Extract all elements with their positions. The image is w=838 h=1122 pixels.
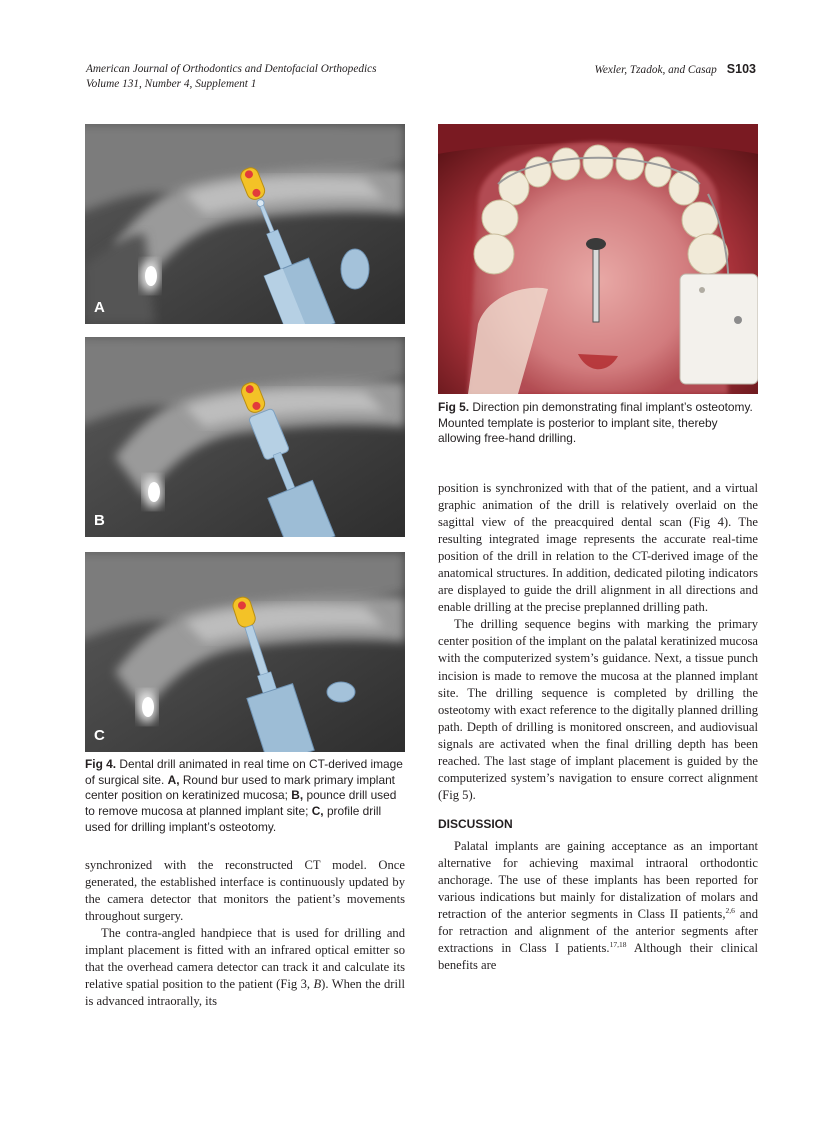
left-paragraph-2: [85, 925, 405, 1010]
figure4-a-text: Round bur used to mark primary implant center position on keratinized mucosa;: [85, 772, 395, 803]
figure5-label: Fig 5.: [438, 400, 470, 414]
panel-label-b: B: [94, 512, 105, 529]
left-column: [85, 857, 405, 1010]
right-p3-text-c: Although their clinical benefits are: [438, 941, 758, 973]
figure4-c-label: C,: [311, 804, 324, 819]
figure5-text: Direction pin demonstrating final implant’s osteotomy. Mounted template is posterior to implant site, thereby allowing free-hand drilling.: [438, 400, 753, 446]
right-p3-text-a: Palatal implants are gaining acceptance as an important alternative for achieving maximal intraoral orthodontic anchorage. The use of these implants has been reported for various indications but mainly for distalization of molars and retraction of the anterior segments in Class II patients,: [438, 838, 758, 922]
figure4-intro: Dental drill animated in real time on CT-derived image of surgical site.: [85, 757, 403, 787]
running-header-right: [595, 62, 756, 78]
left-p2-text-b: ). When the drill is advanced intraorally, its: [85, 977, 405, 1009]
figure4-panel-c: [85, 552, 405, 752]
citation-ref-1: 2,6: [725, 905, 735, 915]
figure4-panel-b: [85, 337, 405, 537]
figure4-c-text: profile drill used for drilling implant’s osteotomy.: [85, 804, 382, 834]
section-title-discussion: DISCUSSION: [438, 816, 513, 831]
left-p2-figref: B: [313, 977, 322, 992]
figure4-caption: [85, 757, 405, 836]
intraoral-photo: [438, 124, 758, 394]
running-header-left: [86, 62, 377, 92]
figure4-panel-a: [85, 124, 405, 324]
journal-title: American Journal of Orthodontics and Dentofacial Orthopedics: [86, 63, 377, 75]
ct-scan-image-a: [85, 124, 405, 324]
figure5-photo: [438, 124, 758, 394]
figure5-caption: [438, 400, 758, 447]
ct-scan-image-c: [85, 552, 405, 752]
citation-ref-2: 17,18: [609, 940, 627, 950]
figure4-label: Fig 4.: [85, 757, 117, 771]
ct-scan-image-b: [85, 337, 405, 537]
figure4-a-label: A,: [167, 772, 180, 787]
right-column: [438, 480, 758, 974]
right-paragraph-2: The drilling sequence begins with marking the primary center position of the implant on the palatal keratinized mucosa with the computerized system’s guidance. Next, a tissue punch incision is made to remove the mucosa at the planned implant site. The drilling sequence is completed by drilling the osteotomy with exact reference to the digitally planned drilling path. Depth of drilling is monitored onscreen, and audiovisual signals are activated when the final drilling depth has been reached. The last stage of implant placement is guided by the computerized system’s navigation to ensure correct alignment (Fig 5).: [438, 617, 758, 802]
right-paragraph-3: [438, 838, 758, 974]
panel-label-a: A: [94, 299, 105, 316]
left-paragraph-1: synchronized with the reconstructed CT model. Once generated, the established interface is continuously updated by the camera detector that monitors the patient’s movements throughout surgery.: [85, 858, 405, 924]
figure4-b-text: pounce drill used to remove mucosa at planned implant site;: [85, 788, 397, 819]
figure4-b-label: B,: [291, 788, 304, 803]
left-p2-text-a: The contra-angled handpiece that is used for drilling and implant placement is fitted with an infrared optical emitter so that the overhead camera detector can track it and calculate its relative spatial position to the patient (Fig 3,: [85, 926, 405, 992]
right-p3-text-b: and for retraction and alignment of the anterior segments after extractions in Class I patients.: [438, 907, 758, 956]
page-number: S103: [726, 62, 756, 76]
panel-label-c: C: [94, 727, 105, 744]
right-paragraph-1: position is synchronized with that of the patient, and a virtual graphic animation of the drill is relatively overlaid on the sagittal view of the preacquired dental scan (Fig 4). The resulting integrated image represents the accurate real-time position of the drill in relation to the CT-derived image of the anatomical structures. In addition, dedicated piloting indicators are displayed to guide the drill alignment in all directions and enable drilling at the precise preplanned drilling path.: [438, 481, 758, 615]
journal-volume: Volume 131, Number 4, Supplement 1: [86, 78, 257, 90]
running-authors: Wexler, Tzadok, and Casap: [594, 64, 717, 76]
